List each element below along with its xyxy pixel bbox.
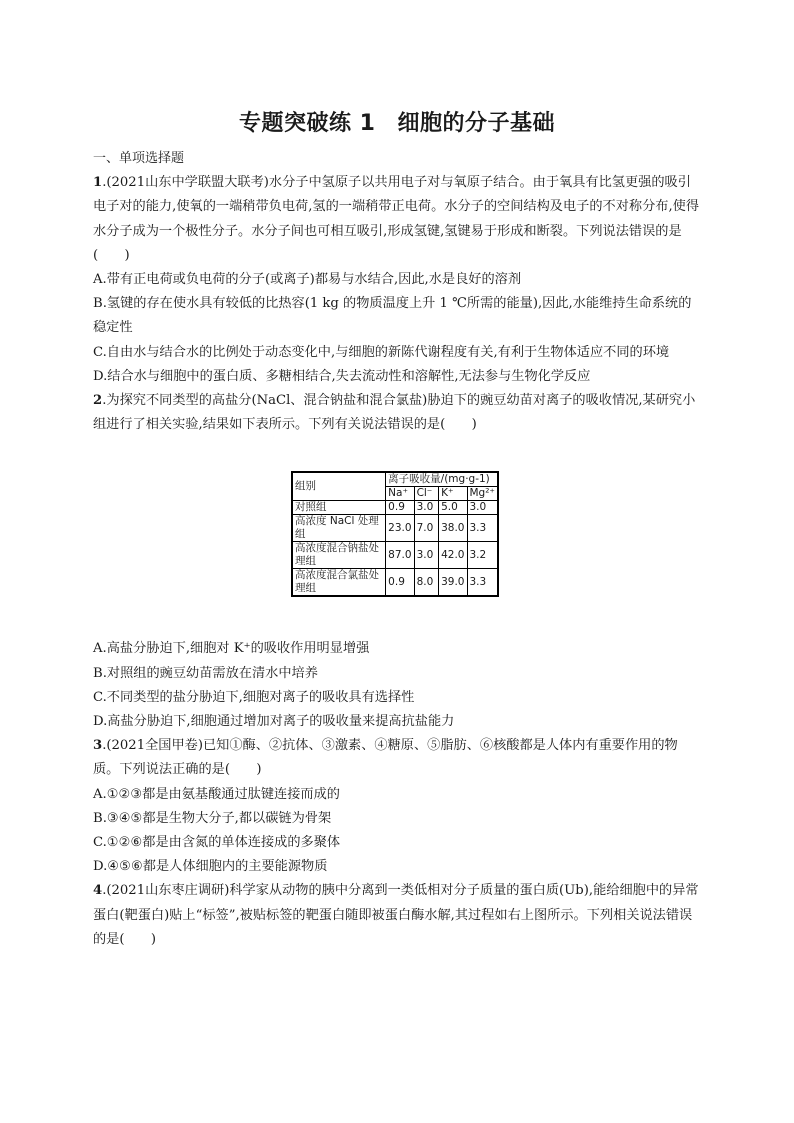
table-row (292, 501, 498, 515)
question-3-option-c: C.①②⑥都是由含氮的单体连接成的多聚体 (93, 835, 341, 851)
cell-value: 3.3 (467, 569, 498, 597)
question-1-number: 1 (93, 175, 103, 191)
question-3-option-b: B.③④⑤都是生物大分子,都以碳链为骨架 (93, 810, 332, 826)
question-3-option-d: D.④⑤⑥都是人体细胞内的主要能源物质 (93, 859, 328, 875)
group-header-cell: 组别 (292, 472, 386, 501)
table-row (292, 515, 498, 542)
cell-value: 3.0 (414, 501, 439, 515)
cell-value: 0.9 (386, 569, 414, 597)
cell-value: 8.0 (414, 569, 439, 597)
cell-value: 42.0 (439, 542, 467, 569)
question-3-number: 3 (93, 738, 103, 754)
table-row (292, 542, 498, 569)
question-3-stem (93, 734, 703, 782)
row-group: 对照组 (292, 501, 386, 515)
question-2-option-c: C.不同类型的盐分胁迫下,细胞对离子的吸收具有选择性 (93, 689, 415, 705)
row-group: 高浓度 NaCl 处理组 (292, 515, 386, 542)
ion-k: K⁺ (439, 487, 467, 501)
question-2-option-a: A.高盐分胁迫下,细胞对 K⁺的吸收作用明显增强 (93, 641, 370, 657)
ion-absorption-table-wrapper (291, 471, 499, 597)
question-4-stem (93, 879, 703, 952)
question-1-option-a: A.带有正电荷或负电荷的分子(或离子)都易与水结合,因此,水是良好的溶剂 (93, 272, 522, 288)
cell-value: 38.0 (439, 515, 467, 542)
ion-cl: Cl⁻ (414, 487, 439, 501)
question-2-text: .为探究不同类型的高盐分(NaCl、混合钠盐和混合氯盐)胁迫下的豌豆幼苗对离子的吸收情况,某研究小组进行了相关实验,结果如下表所示。下列有关说法错误的是( ) (93, 393, 696, 433)
question-1-option-b: B.氢键的存在使水具有较低的比热容(1 kg 的物质温度上升 1 ℃所需的能量),因此,水能维持生命系统的稳定性 (93, 296, 692, 336)
cell-value: 7.0 (414, 515, 439, 542)
ion-absorption-table (291, 471, 499, 597)
section-heading: 一、单项选择题 (93, 151, 185, 166)
cell-value: 0.9 (386, 501, 414, 515)
page-title (0, 106, 794, 137)
cell-value: 3.0 (467, 501, 498, 515)
table-header-row (292, 472, 498, 487)
cell-value: 3.3 (467, 515, 498, 542)
row-group: 高浓度混合氯盐处理组 (292, 569, 386, 597)
cell-value: 3.0 (414, 542, 439, 569)
cell-value: 5.0 (439, 501, 467, 515)
question-4-number: 4 (93, 883, 103, 899)
question-3-option-a: A.①②③都是由氨基酸通过肽键连接而成的 (93, 786, 340, 802)
cell-value: 87.0 (386, 542, 414, 569)
question-2-number: 2 (93, 393, 103, 409)
question-1-option-c: C.自由水与结合水的比例处于动态变化中,与细胞的新陈代谢程度有关,有利于生物体适应不同的环境 (93, 344, 670, 360)
question-3-text: .(2021全国甲卷)已知①酶、②抗体、③激素、④糖原、⑤脂肪、⑥核酸都是人体内有重要作用的物质。下列说法正确的是( ) (93, 738, 678, 778)
question-1-stem (93, 171, 703, 268)
question-4-text: .(2021山东枣庄调研)科学家从动物的胰中分离到一类低相对分子质量的蛋白质(Ub),能给细胞中的异常蛋白(靶蛋白)贴上“标签”,被贴标签的靶蛋白随即被蛋白酶水解,其过程如右上图所示。下列相关说法错误的是( ) (93, 883, 699, 947)
question-1-option-d: D.结合水与细胞中的蛋白质、多糖相结合,失去流动性和溶解性,无法参与生物化学反应 (93, 368, 591, 384)
ion-header-cell: 离子吸收量/(mg·g-1) (386, 472, 498, 487)
question-1-text: .(2021山东中学联盟大联考)水分子中氢原子以共用电子对与氧原子结合。由于氧具有比氢更强的吸引电子对的能力,使氧的一端稍带负电荷,氢的一端稍带正电荷。水分子的空间结构及电子的不对称分布,使得水分子成为一个极性分子。水分子间也可相互吸引,形成氢键,氢键易于形成和断裂。下列说法错误的是( ) (93, 175, 700, 263)
exercise-content (93, 147, 703, 952)
ion-mg: Mg²⁺ (467, 487, 498, 501)
cell-value: 3.2 (467, 542, 498, 569)
cell-value: 23.0 (386, 515, 414, 542)
table-row (292, 569, 498, 597)
row-group: 高浓度混合钠盐处理组 (292, 542, 386, 569)
title-part-1: 专题突破练 1 (239, 111, 376, 136)
question-2-options (93, 637, 703, 734)
ion-na: Na⁺ (386, 487, 414, 501)
question-2-option-b: B.对照组的豌豆幼苗需放在清水中培养 (93, 665, 318, 681)
cell-value: 39.0 (439, 569, 467, 597)
title-part-2: 细胞的分子基础 (397, 111, 555, 136)
question-2-stem (93, 389, 703, 437)
question-2-option-d: D.高盐分胁迫下,细胞通过增加对离子的吸收量来提高抗盐能力 (93, 714, 455, 730)
